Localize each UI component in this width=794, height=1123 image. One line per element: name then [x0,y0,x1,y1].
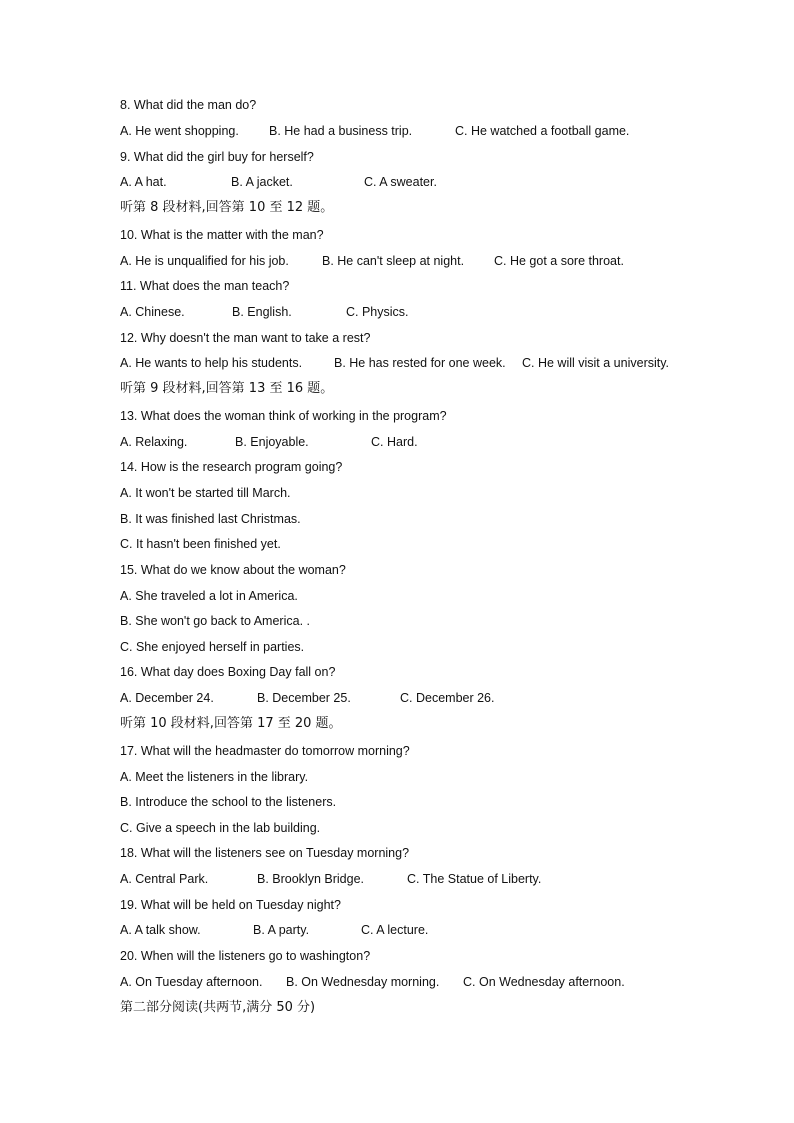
question-text: 8. What did the man do? [120,98,257,112]
question-text: 9. What did the girl buy for herself? [120,150,314,164]
answer-option-a: A. On Tuesday afternoon. [120,975,263,989]
answer-option-a: A. He is unqualified for his job. [120,254,289,268]
answer-option-line: C. She enjoyed herself in parties. [120,640,305,654]
answer-option-b: B. Brooklyn Bridge. [257,872,364,886]
section-heading: 听第 9 段材料,回答第 13 至 16 题。 [120,381,334,396]
question-text: 20. When will the listeners go to washington? [120,949,371,963]
answer-option-a: A. A talk show. [120,923,201,937]
answer-option-c: C. He watched a football game. [455,124,630,138]
answer-option-c: C. On Wednesday afternoon. [463,975,625,989]
question-text: 18. What will the listeners see on Tuesday morning? [120,846,410,860]
answer-option-a: A. Chinese. [120,305,185,319]
answer-option-b: B. He has rested for one week. [334,356,506,370]
answer-option-line: C. Give a speech in the lab building. [120,821,321,835]
question-text: 19. What will be held on Tuesday night? [120,898,341,912]
answer-option-line: A. It won't be started till March. [120,486,291,500]
answer-option-a: A. He went shopping. [120,124,239,138]
answer-option-line: B. Introduce the school to the listeners. [120,795,337,809]
answer-option-c: C. A lecture. [361,923,429,937]
section-heading: 听第 10 段材料,回答第 17 至 20 题。 [120,716,342,731]
answer-option-c: C. Physics. [346,305,409,319]
answer-option-b: B. English. [232,305,292,319]
section-heading: 听第 8 段材料,回答第 10 至 12 题。 [120,200,334,215]
question-text: 17. What will the headmaster do tomorrow morning? [120,744,410,758]
question-text: 14. How is the research program going? [120,460,343,474]
answer-option-a: A. Central Park. [120,872,209,886]
question-text: 10. What is the matter with the man? [120,228,324,242]
answer-option-b: B. He had a business trip. [269,124,413,138]
answer-option-line: A. She traveled a lot in America. [120,589,298,603]
answer-option-line: C. It hasn't been finished yet. [120,537,281,551]
section-heading: 第二部分阅读(共两节,满分 50 分) [120,1000,316,1015]
answer-option-a: A. He wants to help his students. [120,356,303,370]
answer-option-b: B. He can't sleep at night. [322,254,465,268]
answer-option-a: A. Relaxing. [120,435,188,449]
answer-option-b: B. A party. [253,923,310,937]
answer-option-line: A. Meet the listeners in the library. [120,770,309,784]
question-text: 13. What does the woman think of working in the program? [120,409,447,423]
answer-option-c: C. Hard. [371,435,418,449]
answer-option-c: C. The Statue of Liberty. [407,872,542,886]
answer-option-b: B. On Wednesday morning. [286,975,440,989]
question-text: 12. Why doesn't the man want to take a rest? [120,331,371,345]
answer-option-c: C. A sweater. [364,175,437,189]
answer-option-b: B. Enjoyable. [235,435,309,449]
question-text: 15. What do we know about the woman? [120,563,346,577]
answer-option-line: B. It was finished last Christmas. [120,512,301,526]
question-text: 11. What does the man teach? [120,279,290,293]
answer-option-c: C. He will visit a university. [522,356,670,370]
answer-option-c: C. December 26. [400,691,495,705]
question-text: 16. What day does Boxing Day fall on? [120,665,336,679]
answer-option-c: C. He got a sore throat. [494,254,624,268]
answer-option-a: A. A hat. [120,175,167,189]
answer-option-a: A. December 24. [120,691,214,705]
answer-option-b: B. A jacket. [231,175,293,189]
answer-option-b: B. December 25. [257,691,351,705]
answer-option-line: B. She won't go back to America. . [120,614,310,628]
